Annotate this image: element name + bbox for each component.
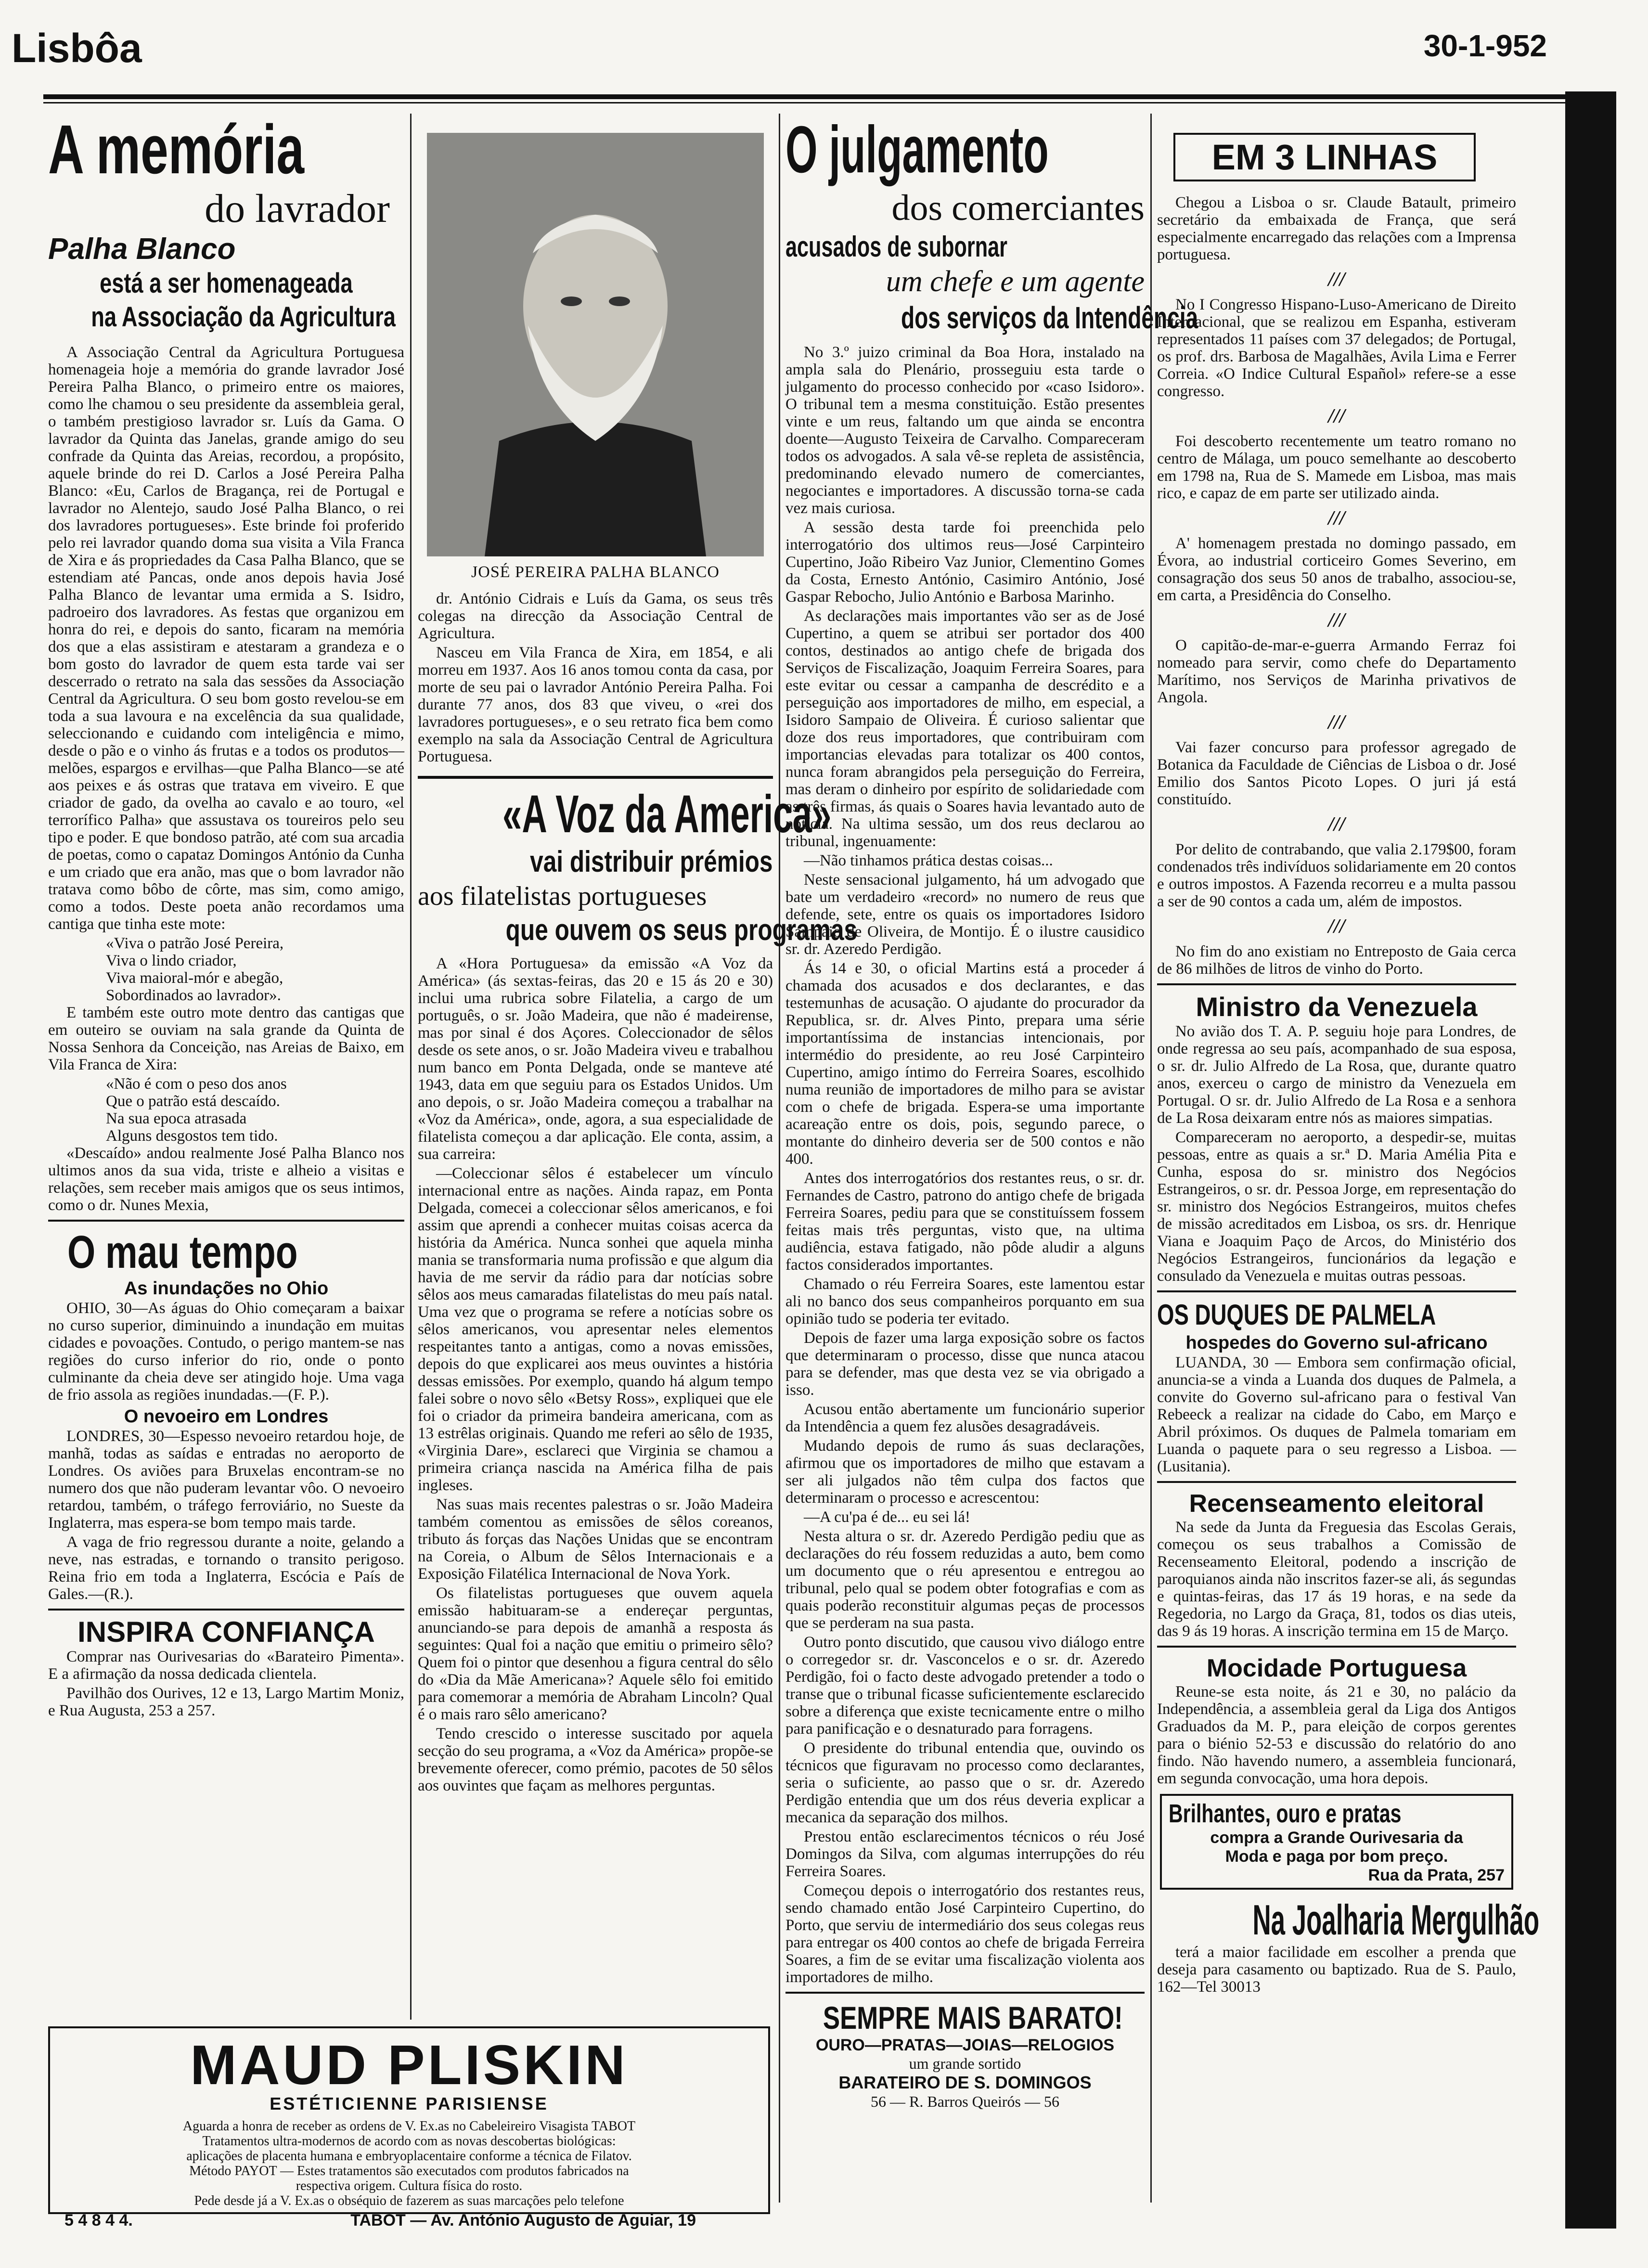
ad-maud-address: TABOT — Av. António Augusto de Aguiar, 19	[350, 2211, 696, 2229]
ad-line: compra a Grande Ourivesaria da	[1210, 1829, 1463, 1847]
paragraph: Na sede da Junta da Freguesia das Escolas Gerais, começou os seus trabalhos a Comissão de Recenseamento Eleitoral, podendo a inscrição de paroquianos ainda não inscritos fazer-se ali, ás segundas e quintas-feiras, das 17 ás 19 horas, e na sede da Regedoria, no Largo da Graça, 81, todos os dias uteis, das 9 ás 19 horas. A inscrição termina em 15 de Março.	[1157, 1519, 1516, 1640]
paragraph: Outro ponto discutido, que causou vivo diálogo entre o corregedor sr. dr. Vasconcelos e o sr. dr. Azeredo Perdigão, foi o facto deste advogado pretender a todo o transe que o tribunal ficasse suficientemente esclarecido sobre a diferença que existe tecnicamente entre o milho para panificação e o desnaturado para forragens.	[785, 1634, 1145, 1738]
paragraph: OHIO, 30—As águas do Ohio começaram a baixar no curso superior, diminuindo a inundação em muitas cidades e povoações. Contudo, o perigo mantem-se nas regiões do curso inferior do rio, onde o ponto culminante da cheia deve ser atingido hoje. Uma vaga de frio assola as regiões inundadas.—(F. P.).	[48, 1300, 404, 1404]
paragraph: Depois de fazer uma larga exposição sobre os factos que determinaram o processo, disse que nunca atacou para se defender, mas que desta vez se via obrigado a isso.	[785, 1329, 1145, 1399]
headline-mocidade: Mocidade Portuguesa	[1206, 1654, 1467, 1682]
separator: ///	[1328, 507, 1345, 529]
headline-intendencia: dos serviços da Intendência	[901, 300, 1198, 335]
headline-memoria: A memória	[48, 111, 305, 188]
ad-barateiro-line: 56 — R. Barros Queirós — 56	[871, 2093, 1059, 2110]
paragraph: dr. António Cidrais e Luís da Gama, os seus três colegas na direcção da Associação Central de Agricultura.	[418, 590, 773, 642]
headline-associacao: na Associação da Agricultura	[91, 301, 396, 333]
news-brief: Chegou a Lisboa o sr. Claude Batault, primeiro secretário da embaixada de França, que será especialmente encarregado das relações com a Imprensa portuguesa.	[1157, 194, 1516, 263]
verse-block	[48, 1075, 404, 1145]
column-4	[1157, 114, 1540, 2212]
divider	[1157, 983, 1516, 985]
verse-line: «Viva o patrão José Pereira,	[106, 935, 284, 952]
top-rule	[43, 94, 1569, 99]
page-edge-bar	[1565, 91, 1616, 2229]
divider	[418, 776, 773, 779]
em-3-linhas-items	[1157, 194, 1516, 978]
news-brief: Por delito de contrabando, que valia 2.179$00, foram condenados três indivíduos solidariamente em 20 contos e outros impostos. A Fazenda recorreu e a multa passou a ser de 90 contos a cada um, além de impostos.	[1157, 841, 1517, 910]
paragraph: As declarações mais importantes vão ser as de José Cupertino, a quem se atribui ser portador dos 400 contos, destinados ao antigo chefe de brigada dos Serviços de Fiscalização, Joaquim Ferreira Soares, para este evitar ou cessar a campanha de descrédito e a perseguição aos importadores de milho, em especial, a Isidoro Sampaio de Oliveira. É curioso salientar que doze dos reus importadores, que contribuiram com importancias elevadas para totalizar os 400 contos, nunca foram abrangidos pela perseguição do Ferreira, mas deram o dinheiro por espírito de solidariedade com as três firmas, ás quais o Soares havia levantado auto de notícia. Na ultima sessão, um dos reus declarou ao tribunal, ingenuamente:	[785, 607, 1145, 850]
paragraph: —Coleccionar sêlos é estabelecer um vínculo internacional entre as nações. Ainda rapaz, em Ponta Delgada, comecei a coleccionar sêlos americanos, e foi assim que aprendi a conhecer muitas coisas acerca da história da América. Nunca sonhei que aquela minha mania se transformaria numa profissão e que algum dia havia de me servir da rádio para dar notícias sobre sêlos aos meus camaradas filatelistas do meu país natal. Uma vez que o programa se refere a notícias sobre os sêlos americanos, vou apresentar neles elementos respeitantes tanto a antigas, como a novas emissões, depois do que explicarei aos meus ouvintes a história dessas emissões. Por exemplo, quando há algum tempo falei sobre o novo sêlo «Betsy Ross», expliquei que ele foi o criador da primeira bandeira americana, com as 13 estrêlas originais. Quando me referi ao sêlo de 1935, «Virginia Dare», esclareci que Virginia se chamou a primeira criança nascida na América filha de pais ingleses.	[418, 1165, 773, 1494]
paragraph: Reune-se esta noite, ás 21 e 30, no palácio da Independência, a assembleia geral da Liga dos Antigos Graduados da M. P., para eleição de corpos gerentes para o biénio 52-53 e discussão do relatório do ano findo. Não havendo numero, a assembleia funcionará, em segunda convocação, uma hora depois.	[1157, 1683, 1516, 1787]
col-rule-1	[410, 114, 412, 2020]
separator: ///	[1328, 609, 1345, 631]
subhead-ohio: As inundações no Ohio	[124, 1278, 329, 1299]
masthead-date: 30-1-952	[1423, 28, 1547, 63]
news-brief: Foi descoberto recentemente um teatro romano no centro de Málaga, um pouco semelhante ao descoberto em 1798 na, Rua de S. Mamede em Lisboa, mas mais rico, e capaz de em parte ser utilizado ainda.	[1157, 433, 1516, 502]
ad-line: respectiva origem. Cultura física do rosto.	[296, 2178, 523, 2193]
paragraph: Tendo crescido o interesse suscitado por aquela secção do seu programa, a «Voz da América» propõe-se brevemente oferecer, como prémio, pacotes de 50 sêlos aos ouvintes que façam as melhores perguntas.	[418, 1725, 773, 1794]
paragraph: A vaga de frio regressou durante a noite, gelando a neve, nas estradas, e tornando o transito perigoso. Reina frio em toda a Inglaterra, Escócia e País de Gales.—(R.).	[48, 1533, 404, 1603]
paragraph: Nasceu em Vila Franca de Xira, em 1854, e ali morreu em 1937. Aos 16 anos tomou conta da casa, por morte de seu pai o lavrador António Pereira Palha. Foi durante 77 anos, dos 83 que viveu, o «rei dos lavradores portugueses», e o seu retrato fica bem como exemplo na sala da Associação Central de Agricultura Portuguesa.	[418, 644, 773, 765]
col-rule-3	[1150, 114, 1152, 2203]
separator: ///	[1328, 813, 1345, 836]
ad-maud-title: MAUD PLISKIN	[190, 2034, 628, 2096]
headline-comerciantes: dos comerciantes	[891, 188, 1145, 228]
paragraph: «Descaído» andou realmente José Palha Blanco nos ultimos anos da sua vida, triste e alheio a visitas e relações, sem receber mais amigos que os seus intimos, como o dr. Nunes Mexia,	[48, 1145, 404, 1214]
verse-line: Sobordinados ao lavrador».	[106, 987, 281, 1004]
ad-maud-phone: 5 4 8 4 4.	[64, 2211, 133, 2229]
ad-line: Pede desde já a V. Ex.as o obséquio de fazerem as suas marcações pelo telefone	[194, 2193, 624, 2208]
ad-barateiro	[785, 1999, 1145, 2111]
paragraph: E também este outro mote dentro das cantigas que em outeiro se ouviam na sala grande da Quinta de Nossa Senhora da Conceição, nas Areias de Baixo, em Vila Franca de Xira:	[48, 1004, 404, 1073]
headline-voz-america: «A Voz da America»	[502, 785, 832, 844]
masthead	[0, 0, 1648, 106]
divider	[1157, 1646, 1516, 1648]
headline-ministro-venezuela: Ministro da Venezuela	[1196, 992, 1478, 1022]
verse-line: Na sua epoca atrasada	[106, 1110, 247, 1127]
verse-line: Viva o lindo criador,	[106, 952, 237, 969]
headline-julgamento: O julgamento	[785, 113, 1049, 187]
paragraph: Comprar nas Ourivesarias do «Barateiro Pimenta». E a afirmação da nossa dedicada clientela.	[48, 1648, 404, 1683]
section-em-3-linhas: EM 3 LINHAS	[1173, 133, 1476, 181]
col-rule-2	[779, 114, 780, 2203]
ad-line: Moda e paga por bom preço.	[1225, 1847, 1448, 1866]
paragraph: Antes dos interrogatórios dos restantes reus, o sr. dr. Fernandes de Castro, patrono do antigo chefe de brigada Ferreira Soares, pediu para que se constituíssem fossem feitas mais três perguntas, visto que, na ultima audiência, estava fatigado, não pôde aludir a alguns factos considerados importantes.	[785, 1170, 1145, 1274]
headline-acusados: acusados de subornar	[785, 231, 1007, 263]
column-2	[418, 114, 858, 1991]
ad-brilhantes	[1160, 1794, 1513, 1890]
separator: ///	[1328, 711, 1345, 734]
headline-chefe-agente: um chefe e um agente	[886, 265, 1145, 298]
paragraph: Nesta altura o sr. dr. Azeredo Perdigão pediu que as declarações do réu fossem reduzidas a auto, bem como um documento que o réu apresentou e entregou ao tribunal, pelo qual se podem obter fotografias e com as quais poderão reconstituir algumas peças de processos que se perderam na sua pasta.	[785, 1528, 1145, 1632]
news-brief: No I Congresso Hispano-Luso-Americano de Direito Internacional, que se realizou em Espanha, estiveram representados 11 países com 37 delegados; de Portugal, os prof. drs. Barbosa de Magalhães, Avila Lima e Ferrer Correia. «O Indice Cultural Español» refere-se a esse congresso.	[1157, 296, 1516, 400]
paragraph: —Não tinhamos prática destas coisas...	[804, 852, 1053, 869]
verse-line: Viva maioral-mór e abegão,	[106, 969, 283, 987]
paragraph: O presidente do tribunal entendia que, ouvindo os técnicos que figuravam no processo como declarantes, seria o suficiente, ao passo que o sr. dr. Azeredo Perdigão entendia que um dos réus deveria explicar a mecanica da separação dos milhos.	[785, 1740, 1145, 1826]
article-julgamento-body	[785, 344, 1145, 1986]
divider	[1157, 1290, 1516, 1292]
verse-line: «Não é com o peso dos anos	[106, 1075, 287, 1093]
ad-maud-pliskin	[48, 2026, 770, 2229]
ad-inspira-title: INSPIRA CONFIANÇA	[77, 1616, 375, 1648]
paragraph: LUANDA, 30 — Embora sem confirmação oficial, anuncia-se a vinda a Luanda dos duques de Palmela, a convite do Governo sul-africano para o festival Van Rebeeck a realizar na cidade do Cabo, em Março e Abril próximos. Os duques de Palmela tomariam em Luanda o paquete para o seu regresso a Lisboa. —(Lusitania).	[1157, 1354, 1516, 1475]
paragraph: Ás 14 e 30, o oficial Martins está a proceder á chamada dos acusados e dos declarantes, e das testemunhas de acusação. O ajudante do procurador da Republica, sr. dr. Alves Pinto, prepara uma série importantíssima de instancias intencionais, por intermédio do presidente, ao reu José Carpinteiro Cupertino, amigo íntimo do Ferreira Soares, escolhido numa reunião de importadores de milho para se avistar com o chefe de brigada. Espera-se uma importante acareação entre os dois, pois, segundo parece, o montante do dinheiro deveria ser de 500 contos e não 400.	[785, 960, 1145, 1168]
paragraph: Compareceram no aeroporto, a despedir-se, muitas pessoas, entre as quais a sr.ª D. Maria Amélia Pita e Cunha, esposa do sr. ministro dos Negócios Estrangeiros, o sr. dr. Pessoa Jorge, em representação do sr. ministro dos Negócios Estrangeiros, muitos chefes de missão acreditados em Lisboa, os srs. dr. Henrique Viana e Joaquim Paço de Arcos, do Ministério dos Negócios Estrangeiros, funcionários da legação e consulado da Venezuela e muitas outras pessoas.	[1157, 1129, 1516, 1285]
paragraph: Mudando depois de rumo ás suas declarações, afirmou que os importadores de milho que estavam a ser ali julgados não têm culpa dos factos que determinaram o processo e acrescentou:	[785, 1437, 1145, 1507]
ad-joalharia-title: Na Joalharia Mergulhão	[1252, 1896, 1540, 1944]
masthead-title: Lisbôa	[12, 26, 142, 71]
headline-mau-tempo: O mau tempo	[67, 1226, 298, 1278]
portrait-caption: JOSÉ PEREIRA PALHA BLANCO	[471, 563, 720, 581]
separator: ///	[1328, 269, 1345, 291]
subhead-londres: O nevoeiro em Londres	[124, 1406, 329, 1427]
ad-barateiro-line: BARATEIRO DE S. DOMINGOS	[838, 2073, 1092, 2092]
news-brief: Vai fazer concurso para professor agregado de Botanica da Faculdade de Ciências de Lisboa o dr. José Emilio dos Santos Picoto Lopes. O juri já está constituído.	[1157, 739, 1516, 808]
paragraph: No 3.º juizo criminal da Boa Hora, instalado na ampla sala do Plenário, prosseguiu esta tarde o julgamento do processo conhecido por «caso Isidoro». O tribunal tem a mesma constituição. Estão presentes vinte e um reus, faltando um que ainda se encontra doente—Augusto Teixeira de Carvalho. Compareceram todos os advogados. A sala vê-se repleta de assistência, predominando elevado numero de comerciantes, negociantes e importadores. A discussão torna-se cada vez mais curiosa.	[785, 344, 1145, 517]
headline-palha: Palha Blanco	[48, 232, 236, 266]
paragraph: Neste sensacional julgamento, há um advogado que bate um verdadeiro «record» no numero de reus que defende, sete, entre os quais os importadores Isidoro Sampaio de Oliveira, de Montijo. É o ilustre causidico sr. dr. Azeredo Perdigão.	[785, 871, 1145, 958]
top-rule-thin	[43, 102, 1569, 103]
paragraph: A sessão desta tarde foi preenchida pelo interrogatório dos ultimos reus—José Carpinteiro Cupertino, João Ribeiro Vaz Junior, Clementino Gomes da Costa, Ernesto António, Casimiro António, José Gaspar Rebocho, Julio António e Barbosa Marinho.	[785, 519, 1145, 606]
divider	[1157, 1481, 1516, 1483]
subhead-premios: vai distribuir prémios	[530, 845, 773, 878]
separator: ///	[1328, 405, 1345, 427]
ad-barateiro-title: SEMPRE MAIS BARATO!	[823, 2000, 1123, 2036]
ad-line: Rua da Prata, 257	[1368, 1866, 1505, 1884]
subhead-filatelistas: aos filatelistas portugueses	[418, 881, 707, 911]
headline-recenseamento: Recenseamento eleitoral	[1189, 1490, 1484, 1518]
divider	[48, 1220, 404, 1222]
ad-line: aplicações de placenta humana e embryoplacentaire conforme a técnica de Filatov.	[186, 2149, 632, 2164]
verse-line: Alguns desgostos tem tido.	[106, 1127, 278, 1145]
column-3	[785, 113, 1198, 2212]
paragraph: Nas suas mais recentes palestras o sr. João Madeira também comentou as emissões de sêlos coreanos, tributo ás forças das Nações Unidas que se encontram na Coreia, o Album de Sêlos Internacionais e a Exposição Filatélica Internacional de Nova York.	[418, 1496, 773, 1583]
ad-barateiro-line: OURO—PRATAS—JOIAS—RELOGIOS	[815, 2036, 1115, 2054]
headline-homenageada: está a ser homenageada	[100, 268, 353, 299]
portrait-figure	[427, 133, 764, 556]
paragraph: Os filatelistas portugueses que ouvem aquela emissão habituaram-se a endereçar perguntas, anunciando-se para depois de amanhã a resposta ás seguintes: Qual foi a nação que emitiu o primeiro sêlo? Quem foi o pintor que desenhou a figura central do sêlo do «Dia da Mãe Americana»? Aquele sêlo foi emitido para comemorar a memória de Abraham Lincoln? Qual é o mais raro sêlo americano?	[418, 1585, 773, 1723]
ad-maud-subtitle: ESTÉTICIENNE PARISIENSE	[270, 2094, 549, 2113]
paragraph: No avião dos T. A. P. seguiu hoje para Londres, de onde regressa ao seu país, acompanhado de sua esposa, o sr. dr. Julio Alfredo de La Rosa, que, durante quatro anos, exerceu o cargo de ministro da Venezuela em Portugal. O sr. dr. Julio Alfredo de La Rosa e a senhora de La Rosa deixaram entre nós as maiores simpatias.	[1157, 1023, 1516, 1127]
verse-line: Que o patrão está descaído.	[106, 1093, 280, 1110]
paragraph: Prestou então esclarecimentos técnicos o réu José Domingos da Silva, com algumas interrupções do réu Ferreira Soares.	[785, 1828, 1145, 1880]
paragraph: A «Hora Portuguesa» da emissão «A Voz da América» (ás sextas-feiras, das 20 e 15 ás 20 e 30) inclui uma rubrica sobre Filatelia, a cargo de um português, o sr. João Madeira, que não é madeirense, mas por sinal é dos Açores. Coleccionador de sêlos desde os sete anos, o sr. João Madeira viveu e trabalhou num banco em Ponta Delgada, onde se manteve até 1943, data em que seguiu para os Estados Unidos. Um ano depois, o sr. João Madeira começou a trabalhar na «Voz da América», onde, agora, a sua especialidade de filatelista começou a dar aplicação. Ele conta, assim, a sua carreira:	[418, 955, 773, 1163]
ad-brilhantes-title: Brilhantes, ouro e pratas	[1169, 1799, 1402, 1828]
news-brief: O capitão-de-mar-e-guerra Armando Ferraz foi nomeado para servir, como chefe do Departamento Marítimo, nos Serviços de Marinha privativos de Angola.	[1157, 637, 1516, 706]
ad-maud-text	[64, 2119, 754, 2208]
subhead-programas: que ouvem os seus programas	[505, 914, 858, 947]
paragraph: Começou depois o interrogatório dos restantes reus, sendo chamado então José Carpinteiro Cupertino, do Porto, que serviu de intermediário dos seus colegas reus para entregar os 400 contos ao chefe de brigada Ferreira Soares, a fim de se evitar uma fiscalização violenta aos importadores de milho.	[785, 1882, 1145, 1986]
verse-block	[48, 935, 404, 1004]
ad-barateiro-line: um grande sortido	[909, 2055, 1021, 2072]
news-brief: No fim do ano existiam no Entreposto de Gaia cerca de 86 milhões de litros de vinho do Porto.	[1157, 943, 1516, 978]
article-palha-body	[48, 344, 404, 1214]
paragraph: Acusou então abertamente um funcionário superior da Intendência a quem fez alusões desagradáveis.	[785, 1401, 1145, 1435]
ad-line: Método PAYOT — Estes tratamentos são executados com produtos fabricados na	[189, 2164, 629, 2178]
portrait-photo	[427, 133, 764, 556]
paragraph: Chamado o réu Ferreira Soares, este lamentou estar ali no banco dos seus companheiros porquanto em sua opinião tudo se poderia ter evitado.	[785, 1276, 1145, 1327]
headline-lavrador: do lavrador	[205, 186, 390, 231]
headline-duques-palmela: OS DUQUES DE PALMELA	[1157, 1299, 1436, 1331]
paragraph: —A cu'pa é de... eu sei lá!	[804, 1508, 970, 1526]
paragraph: LONDRES, 30—Espesso nevoeiro retardou hoje, de manhã, todas as saídas e entradas no aeroporto de Londres. Os aviões para Bruxelas encontram-se no numero dos que não puderam levantar vôo. O nevoeiro retardou, também, o tráfego ferroviário, no Sueste da Inglaterra, mas espera-se bom tempo mais tarde.	[48, 1428, 404, 1532]
separator: ///	[1328, 915, 1345, 938]
ad-line: Aguarda a honra de receber as ordens de V. Ex.as no Cabeleireiro Visagista TABOT	[182, 2119, 636, 2134]
news-brief: A' homenagem prestada no domingo passado, em Évora, ao industrial corticeiro Gomes Severino, em consagração dos seus 50 anos de trabalho, associou-se, em carta, a Presidência do Conselho.	[1157, 535, 1516, 604]
divider	[785, 1992, 1145, 1994]
column-1	[48, 111, 404, 2000]
subhead-duques: hospedes do Governo sul-africano	[1185, 1333, 1488, 1353]
paragraph: terá a maior facilidade em escolher a prenda que deseja para casamento ou baptizado. Rua de S. Paulo, 162—Tel 30013	[1157, 1944, 1516, 1996]
divider	[48, 1609, 404, 1611]
ad-line: Tratamentos ultra-modernos de acordo com as novas descobertas biológicas:	[202, 2134, 616, 2149]
paragraph: A Associação Central da Agricultura Portuguesa homenageia hoje a memória do grande lavrador José Pereira Palha Blanco, o primeiro entre os maiores, como lhe chamou o seu presidente da assembleia geral, o também prestigioso lavrador sr. Luís da Gama. O lavrador da Quinta das Janelas, grande amigo do seu confrade da Quinta das Areias, recordou, a propósito, aquele brinde do rei D. Carlos a José Pereira Palha Blanco: «Eu, Carlos de Bragança, rei de Portugal e lavrador no Alentejo, saudo José Palha Blanco, o rei dos lavradores portugueses». Este brinde foi proferido pelo rei lavrador quando doma sua visita a Vila Franca de Xira e ás propriedades da Casa Palha Blanco, que se estendiam até Pancas, onde anos depois havia José Palha Blanco de levantar uma ermida a S. Isidro, padroeiro dos lavradores. As festas que organizou em honra do rei, e depois do santo, ficaram na memória dos que a elas assistiram e atestaram a grandeza e o bom gosto do lavrador de quem esta tarde vai ser descerrado o retrato na sala das sessões da Associação Central da Agricultura. O seu bom gosto revelou-se em toda a sua lavoura e na excelência da sua qualidade, seleccionando e cuidando com inteligência e mimo, desde o pão e o vinho ás frutas e a todos os produtos—melões, espargos e ervilhas—que Palha Blanco—se até aos peixes e ás ostras que tratava em viveiro. E que criador de gado, da ovelha ao cavalo e ao touro, «el terrorífico Palha» que assustava os toureiros pelo seu tipo e poder. E que bondoso patrão, até com sua arcadia de poetas, como o capataz Domingos António da Cunha e um criado que era anão, mas que o bom lavrador não tratava como bôbo de côrte, mas sim, como amigo, como a todos. Deste poeta anão recordamos uma cantiga que tinha este mote:	[48, 344, 404, 933]
paragraph: Pavilhão dos Ourives, 12 e 13, Largo Martim Moniz, e Rua Augusta, 253 a 257.	[48, 1685, 404, 1719]
